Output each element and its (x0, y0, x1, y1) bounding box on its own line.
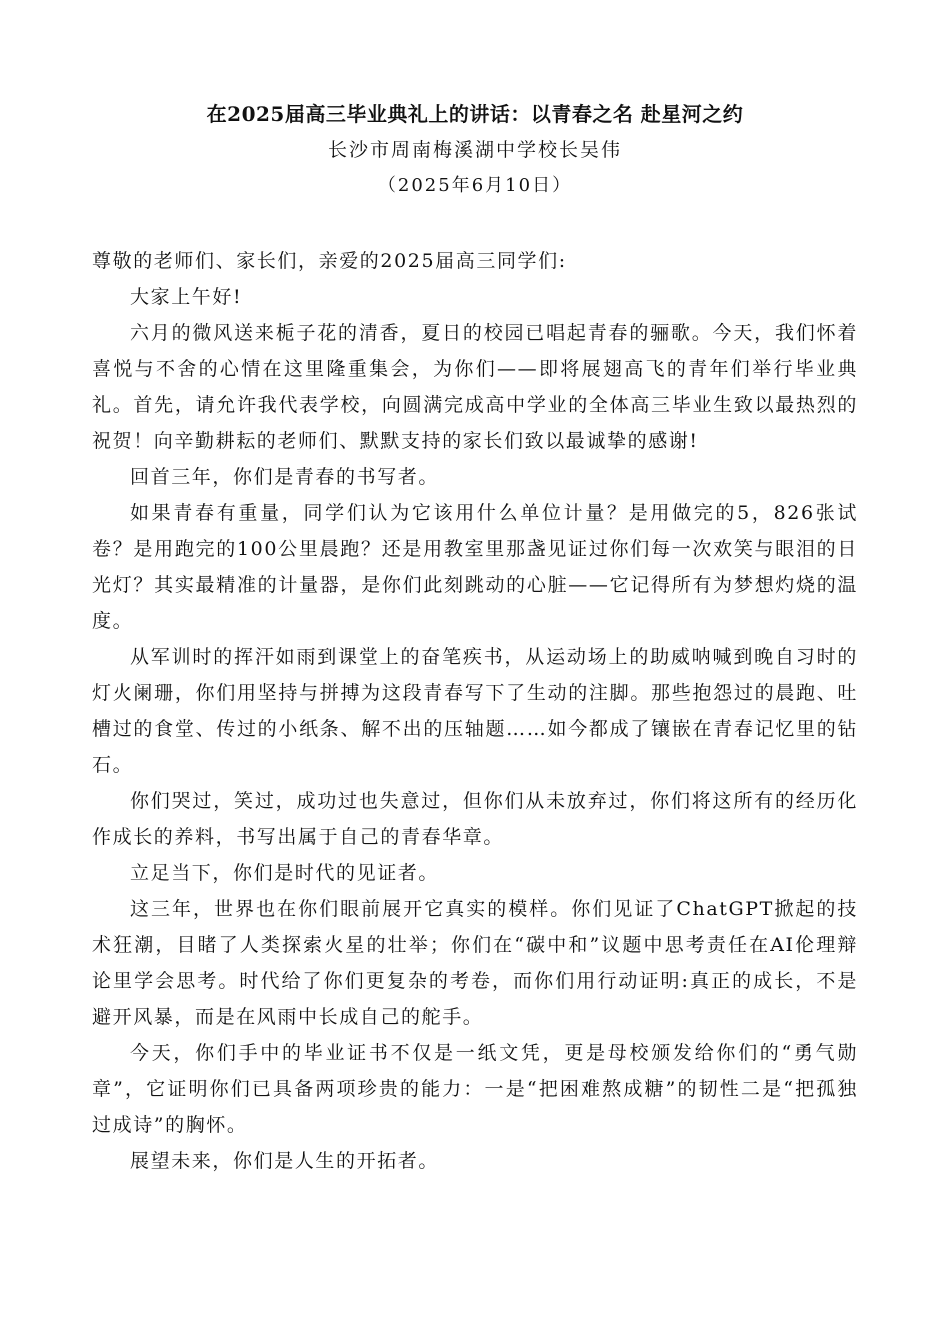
speech-date: （2025年6月10日） (377, 175, 573, 196)
document-header (0, 96, 950, 204)
paragraph-growth: 你们哭过，笑过，成功过也失意过，但你们从未放弃过，你们将这所有的经历化作成长的养料，书写出属于自己的青春华章。 (92, 790, 858, 848)
paragraph-memories: 从军训时的挥汗如雨到课堂上的奋笔疾书，从运动场上的助威呐喊到晚自习时的灯火阑珊，你们用坚持与拼搏为这段青春写下了生动的注脚。那些抱怨过的晨跑、吐槽过的食堂、传过的小纸条、解不出的压轴题……如今都成了镶嵌在青春记忆里的钻石。 (92, 646, 858, 776)
paragraph-opening: 六月的微风送来栀子花的清香，夏日的校园已唱起青春的骊歌。今天，我们怀着喜悦与不舍的心情在这里隆重集会，为你们——即将展翅高飞的青年们举行毕业典礼。首先，请允许我代表学校，向圆满完成高中学业的全体高三毕业生致以最热烈的祝贺！向辛勤耕耘的老师们、默默支持的家长们致以最诚挚的感谢! (92, 322, 858, 452)
paragraph-section-heading-1: 回首三年，你们是青春的书写者。 (130, 466, 440, 488)
speech-body (92, 243, 858, 1179)
paragraph-certificate: 今天，你们手中的毕业证书不仅是一纸文凭，更是母校颁发给你们的“勇气勋章”，它证明你们已具备两项珍贵的能力：一是“把困难熬成糖”的韧性二是“把孤独过成诗”的胸怀。 (92, 1042, 858, 1136)
paragraph-times: 这三年，世界也在你们眼前展开它真实的模样。你们见证了ChatGPT掀起的技术狂潮，目睹了人类探索火星的壮举；你们在“碳中和”议题中思考责任在AI伦理辩论里学会思考。时代给了你们更复杂的考卷，而你们用行动证明:真正的成长，不是避开风暴，而是在风雨中长成自己的舵手。 (92, 898, 858, 1028)
speech-title: 在2025届高三毕业典礼上的讲话：以青春之名 赴星河之约 (206, 102, 744, 126)
paragraph-greeting: 大家上午好! (130, 286, 243, 308)
paragraph-section-heading-2: 立足当下，你们是时代的见证者。 (130, 862, 440, 884)
speech-author: 长沙市周南梅溪湖中学校长吴伟 (327, 139, 622, 161)
salutation: 尊敬的老师们、家长们，亲爱的2025届高三同学们: (92, 250, 567, 272)
paragraph-section-heading-3: 展望未来，你们是人生的开拓者。 (130, 1150, 440, 1172)
paragraph-weight-of-youth: 如果青春有重量，同学们认为它该用什么单位计量？是用做完的5，826张试卷？是用跑完的100公里晨跑？还是用教室里那盏见证过你们每一次欢笑与眼泪的日光灯？其实最精准的计量器，是你们此刻跳动的心脏——它记得所有为梦想灼烧的温度。 (92, 502, 858, 632)
